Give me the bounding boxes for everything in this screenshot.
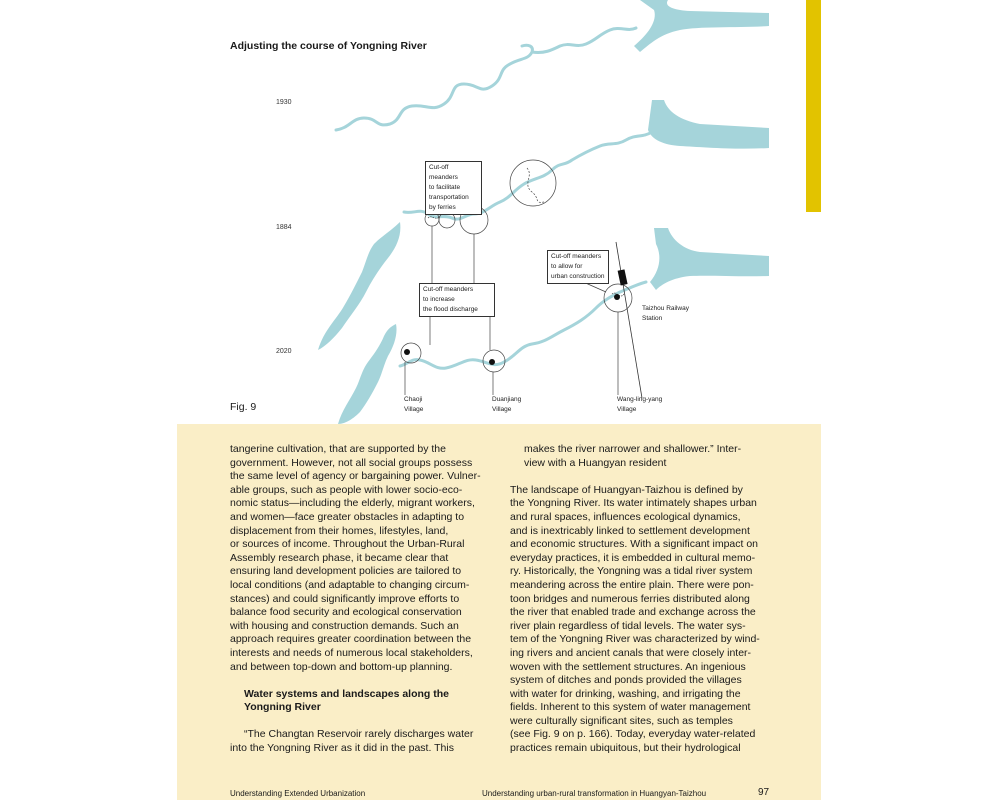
text-line: and is inextricably linked to settlement development — [510, 524, 750, 537]
callout-ferries: Cut-off meanders to facilitate transportation by ferries — [425, 161, 482, 215]
text-line: tangerine cultivation, that are supported by the — [230, 443, 446, 455]
dot-chaoji — [404, 349, 410, 355]
figure-label: Fig. 9 — [230, 401, 257, 413]
text-line: and between top-down and bottom-up planning. — [230, 660, 453, 673]
callout-flood: Cut-off meanders to increase the flood discharge — [419, 283, 495, 317]
text-line: and rural spaces, influences ecological dynamics, — [510, 510, 741, 523]
text-line: (see Fig. 9 on p. 166). Today, everyday water-related — [510, 728, 756, 741]
text-line: the same level of agency or bargaining power. Vulner- — [230, 470, 481, 483]
text-line: and women—face greater obstacles in adapting to — [230, 510, 465, 523]
year-label-2020: 2020 — [276, 348, 292, 355]
text-line: fields. Inherent to this system of water management — [510, 701, 751, 714]
label-duanjiang-village: Duanjiang Village — [492, 396, 522, 413]
callout-urban: Cut-off meanders to allow for urban construction — [547, 250, 609, 284]
text-line: interests and needs of numerous local stakeholders, — [230, 646, 473, 659]
railway-station-marker — [618, 269, 628, 285]
figure-title: Adjusting the course of Yongning River — [230, 40, 427, 52]
label-chaoji-village: Chaoji Village — [404, 396, 424, 413]
quote-line: “The Changtan Reservoir rarely discharges water — [244, 728, 474, 741]
river-1884-mouth — [648, 100, 769, 149]
text-line: everyday practices, it is embedded in cultural memo- — [510, 551, 756, 564]
text-line: and economic structures. With a significant impact on — [510, 538, 759, 551]
text-line: able groups, such as people with lower socio-eco- — [230, 483, 463, 496]
river-1930-mouth — [634, 0, 769, 52]
text-line: river plain regardless of tidal levels. The water sys- — [510, 619, 746, 632]
river-1930 — [336, 28, 636, 130]
text-line: system of ditches and ponds provided the villages — [510, 674, 742, 687]
quote-line: makes the river narrower and shallower.” Inter- — [524, 443, 742, 455]
text-line: Assembly research phase, it became clear that — [230, 551, 449, 564]
quote-line: view with a Huangyan resident — [524, 456, 667, 469]
river-2020-mouth — [650, 228, 769, 290]
text-line: stances) and could significantly improve efforts to — [230, 592, 460, 605]
text-line: The landscape of Huangyan-Taizhou is defined by — [510, 483, 743, 496]
text-line: meandering across the entire plain. There were pon- — [510, 578, 754, 591]
column-right — [510, 443, 772, 756]
section-subheading: Yongning River — [244, 701, 321, 714]
dot-duanjiang — [489, 359, 495, 365]
footer-book-title: Understanding Extended Urbanization — [230, 789, 366, 798]
text-line: nomic status—including the elderly, migrant workers, — [230, 497, 475, 510]
text-line: the river that enabled trade and exchange across the — [510, 606, 756, 619]
text-line: balance food security and ecological conservation — [230, 606, 462, 619]
zoom-circle-1884-large — [510, 160, 556, 206]
page-number: 97 — [758, 787, 770, 798]
text-line: practices remain ubiquitous, but their hydrological — [510, 742, 741, 755]
text-line: with housing and construction demands. Such an — [230, 619, 459, 632]
label-railway-station: Taizhou Railway Station — [642, 305, 689, 322]
footer-chapter-title: Understanding urban-rural transformation in Huangyan-Taizhou — [482, 789, 707, 798]
text-line: ing rivers and ancient canals that were closely inter- — [510, 646, 752, 659]
dot-station — [614, 294, 620, 300]
text-line: the Yongning River. Its water intimately shapes urban — [510, 497, 757, 510]
section-subheading: Water systems and landscapes along the — [244, 687, 450, 700]
text-line: woven with the settlement structures. An ingenious — [510, 660, 746, 673]
lake-2020 — [338, 324, 397, 424]
text-line: toon bridges and numerous ferries distributed along — [510, 592, 750, 605]
text-line: local conditions (and adaptable to changing circum- — [230, 578, 470, 591]
text-line: with water for drinking, washing, and irrigating the — [510, 687, 741, 700]
year-label-1884: 1884 — [276, 224, 292, 231]
text-line: ensuring land development policies are tailored to — [230, 565, 462, 578]
label-wanglingyang-village: Wang-ling-yang Village — [617, 396, 663, 413]
text-line: or sources of income. Throughout the Urban-Rural — [230, 538, 465, 551]
text-line: government. However, not all social groups possess — [230, 456, 473, 469]
text-line: displacement from their homes, lifestyles, land, — [230, 524, 449, 537]
text-line: approach requires greater coordination between the — [230, 633, 472, 646]
text-line: were culturally significant sites, such as temples — [510, 714, 733, 727]
text-line: ry. Historically, the Yongning was a tidal river system — [510, 565, 753, 578]
column-left — [230, 443, 492, 756]
quote-line: into the Yongning River as it did in the past. This — [230, 742, 454, 755]
year-label-1930: 1930 — [276, 99, 292, 106]
text-line: tem of the Yongning River was characterized by wind- — [510, 633, 760, 646]
